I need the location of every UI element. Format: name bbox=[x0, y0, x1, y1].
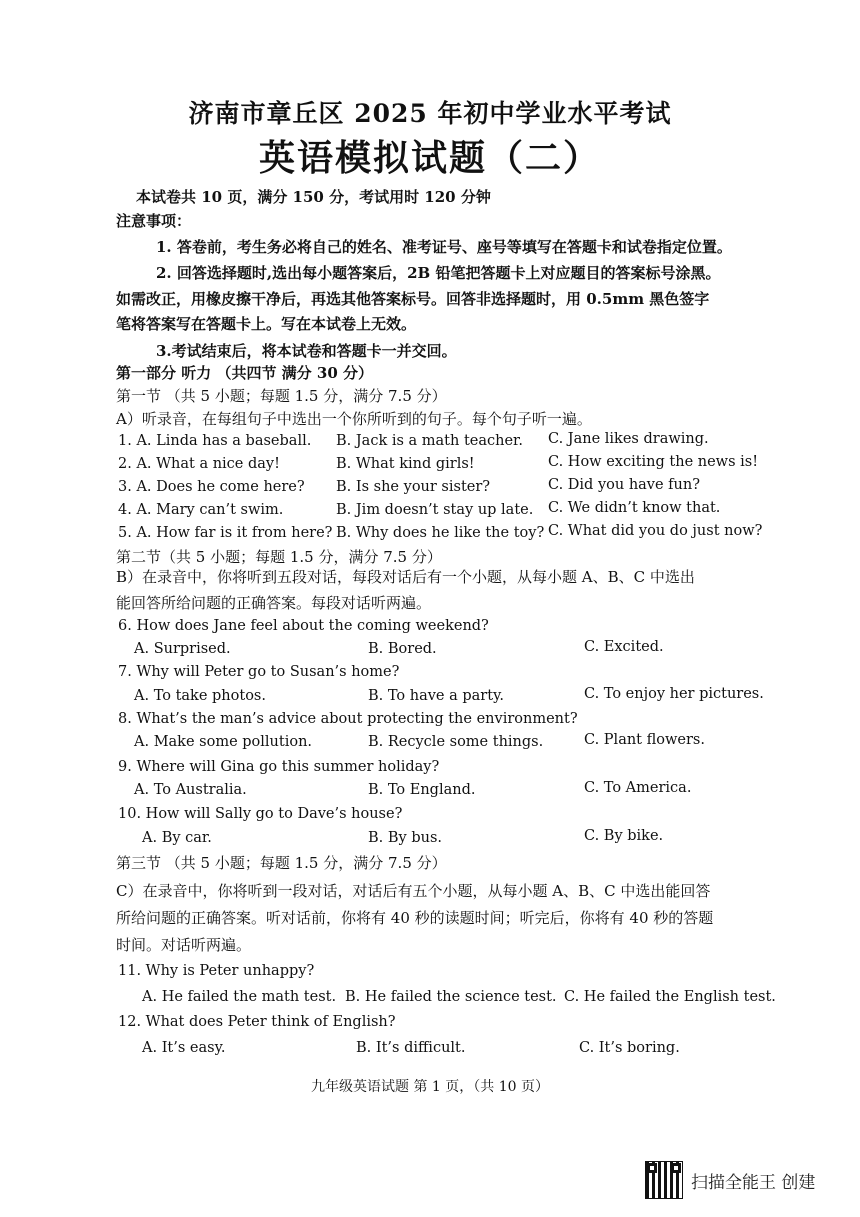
q8-question: 8. What’s the man’s advice about protecting the environment? bbox=[118, 711, 578, 727]
q4-option-a: 4. A. Mary can’t swim. bbox=[118, 502, 284, 518]
q6-option-b: B. Bored. bbox=[368, 641, 437, 657]
q1-option-a: 1. A. Linda has a baseball. bbox=[118, 433, 312, 449]
q4-option-c: C. We didn’t know that. bbox=[548, 500, 721, 516]
q5-option-b: B. Why does he like the toy? bbox=[336, 525, 545, 541]
q6-question: 6. How does Jane feel about the coming weekend? bbox=[118, 618, 489, 634]
exam-title: 济南市章丘区 2025 年初中学业水平考试 bbox=[188, 99, 672, 128]
q7-question: 7. Why will Peter go to Susan’s home? bbox=[118, 664, 400, 680]
q5-option-a: 5. A. How far is it from here? bbox=[118, 525, 333, 541]
q9-question: 9. Where will Gina go this summer holiday? bbox=[118, 759, 440, 775]
q11-option-a: A. He failed the math test. bbox=[142, 989, 337, 1005]
q8-option-b: B. Recycle some things. bbox=[368, 734, 544, 750]
exam-info: 本试卷共 10 页，满分 150 分，考试用时 120 分钟 bbox=[136, 188, 491, 206]
notice-3: 3.考试结束后，将本试卷和答题卡一并交回。 bbox=[156, 342, 457, 360]
part1-title: 第一部分 听力 （共四节 满分 30 分） bbox=[116, 364, 373, 382]
section3-instructions-2: 所给问题的正确答案。听对话前，你将有 40 秒的读题时间；听完后，你将有 40 秒的答题 bbox=[116, 909, 714, 927]
notice-2b: 如需改正，用橡皮擦干净后，再选其他答案标号。回答非选择题时，用 0.5mm 黑色签字 bbox=[116, 290, 710, 308]
q10-question: 10. How will Sally go to Dave’s house? bbox=[118, 806, 403, 822]
q2-option-b: B. What kind girls! bbox=[336, 456, 475, 472]
q12-option-a: A. It’s easy. bbox=[142, 1040, 226, 1056]
section3-instructions-1: C）在录音中，你将听到一段对话，对话后有五个小题，从每小题 A、B、C 中选出能回答 bbox=[116, 882, 711, 900]
q12-option-c: C. It’s boring. bbox=[579, 1040, 680, 1056]
q3-option-a: 3. A. Does he come here? bbox=[118, 479, 305, 495]
notice-2a: 2. 回答选择题时,选出每小题答案后，2B 铅笔把答题卡上对应题目的答案标号涂黑。 bbox=[156, 264, 721, 282]
q3-option-b: B. Is she your sister? bbox=[336, 479, 491, 495]
exam-subtitle: 英语模拟试题（二） bbox=[258, 137, 601, 179]
section1-instructions: A）听录音，在每组句子中选出一个你所听到的句子。每个句子听一遍。 bbox=[116, 410, 592, 428]
q1-option-c: C. Jane likes drawing. bbox=[548, 431, 709, 447]
q6-option-c: C. Excited. bbox=[584, 639, 664, 655]
page-footer: 九年级英语试题 第 1 页，（共 10 页） bbox=[311, 1079, 549, 1095]
q10-option-b: B. By bus. bbox=[368, 830, 443, 846]
section3-instructions-3: 时间。对话听两遍。 bbox=[116, 936, 252, 954]
q3-option-c: C. Did you have fun? bbox=[548, 477, 701, 493]
q1-option-b: B. Jack is a math teacher. bbox=[336, 433, 523, 449]
q8-option-a: A. Make some pollution. bbox=[134, 734, 313, 750]
q7-option-b: B. To have a party. bbox=[368, 688, 504, 704]
section2-instructions-1: B）在录音中，你将听到五段对话，每段对话后有一个小题，从每小题 A、B、C 中选出 bbox=[116, 568, 695, 586]
section2-title: 第二节（共 5 小题；每题 1.5 分，满分 7.5 分） bbox=[116, 548, 442, 566]
qr-code-icon bbox=[645, 1161, 683, 1199]
section1-title: 第一节 （共 5 小题；每题 1.5 分，满分 7.5 分） bbox=[116, 387, 447, 405]
q10-option-a: A. By car. bbox=[142, 830, 212, 846]
notice-2c: 笔将答案写在答题卡上。写在本试卷上无效。 bbox=[116, 315, 417, 333]
section3-title: 第三节 （共 5 小题；每题 1.5 分，满分 7.5 分） bbox=[116, 854, 447, 872]
scanner-watermark bbox=[645, 1160, 815, 1200]
q2-option-c: C. How exciting the news is! bbox=[548, 454, 759, 470]
q4-option-b: B. Jim doesn’t stay up late. bbox=[336, 502, 534, 518]
section2-instructions-2: 能回答所给问题的正确答案。每段对话听两遍。 bbox=[116, 594, 432, 612]
q12-question: 12. What does Peter think of English? bbox=[118, 1014, 396, 1030]
watermark-text: 扫描全能王 创建 bbox=[691, 1172, 816, 1193]
q7-option-c: C. To enjoy her pictures. bbox=[584, 686, 764, 702]
q7-option-a: A. To take photos. bbox=[134, 688, 266, 704]
q8-option-c: C. Plant flowers. bbox=[584, 732, 705, 748]
q12-option-b: B. It’s difficult. bbox=[356, 1040, 466, 1056]
q11-option-c: C. He failed the English test. bbox=[564, 989, 776, 1005]
q9-option-b: B. To England. bbox=[368, 782, 476, 798]
q6-option-a: A. Surprised. bbox=[134, 641, 231, 657]
q2-option-a: 2. A. What a nice day! bbox=[118, 456, 280, 472]
q9-option-c: C. To America. bbox=[584, 780, 692, 796]
q11-question: 11. Why is Peter unhappy? bbox=[118, 963, 315, 979]
q10-option-c: C. By bike. bbox=[584, 828, 664, 844]
q5-option-c: C. What did you do just now? bbox=[548, 523, 763, 539]
q9-option-a: A. To Australia. bbox=[134, 782, 247, 798]
notice-heading: 注意事项： bbox=[116, 212, 192, 230]
notice-1: 1. 答卷前，考生务必将自己的姓名、准考证号、座号等填写在答题卡和试卷指定位置。 bbox=[156, 238, 732, 256]
q11-option-b: B. He failed the science test. bbox=[345, 989, 557, 1005]
